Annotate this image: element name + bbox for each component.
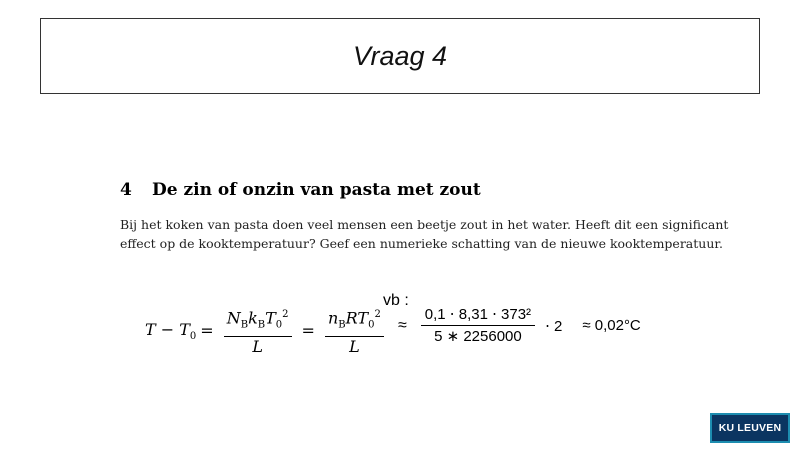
slide-title-box (40, 18, 760, 94)
question-title: De zin of onzin van pasta met zout (152, 180, 481, 200)
formula-equals: = (200, 321, 214, 341)
example-multiplier: ⋅ 2 (545, 317, 563, 335)
question-number: 4 (120, 180, 132, 200)
example-calculation (398, 304, 641, 347)
slide-title: Vraag 4 (352, 40, 448, 71)
question-body (120, 215, 729, 253)
formula-fraction-2: $\frac{n_BRT_0^2}{L}$ (325, 305, 384, 357)
approx-symbol: ≈ (398, 316, 407, 334)
example-label: vb : (383, 292, 409, 309)
question-body-line: Bij het koken van pasta doen veel mensen een beetje zout in het water. Heeft dit een significant (120, 217, 729, 232)
formula-fraction-1: $\frac{N_Bk_BT_0^2}{L}$ (224, 305, 292, 357)
example-fraction (421, 304, 535, 347)
example-denominator: 5 ∗ 2256000 (434, 328, 522, 345)
ku-leuven-logo (710, 413, 790, 443)
example-result: ≈ 0,02°C (582, 317, 641, 334)
logo-text: KU LEUVEN (712, 415, 788, 441)
formula-lhs: $T - T_0$ (145, 319, 197, 342)
boiling-point-formula (145, 305, 390, 357)
question-body-line: effect op de kooktemperatuur? Geef een numerieke schatting van de nieuwe kooktemperatuur. (120, 236, 723, 251)
formula-equals-2: = (301, 321, 315, 341)
example-numerator: 0,1 ⋅ 8,31 ⋅ 373² (421, 304, 535, 326)
question-heading (120, 180, 481, 200)
